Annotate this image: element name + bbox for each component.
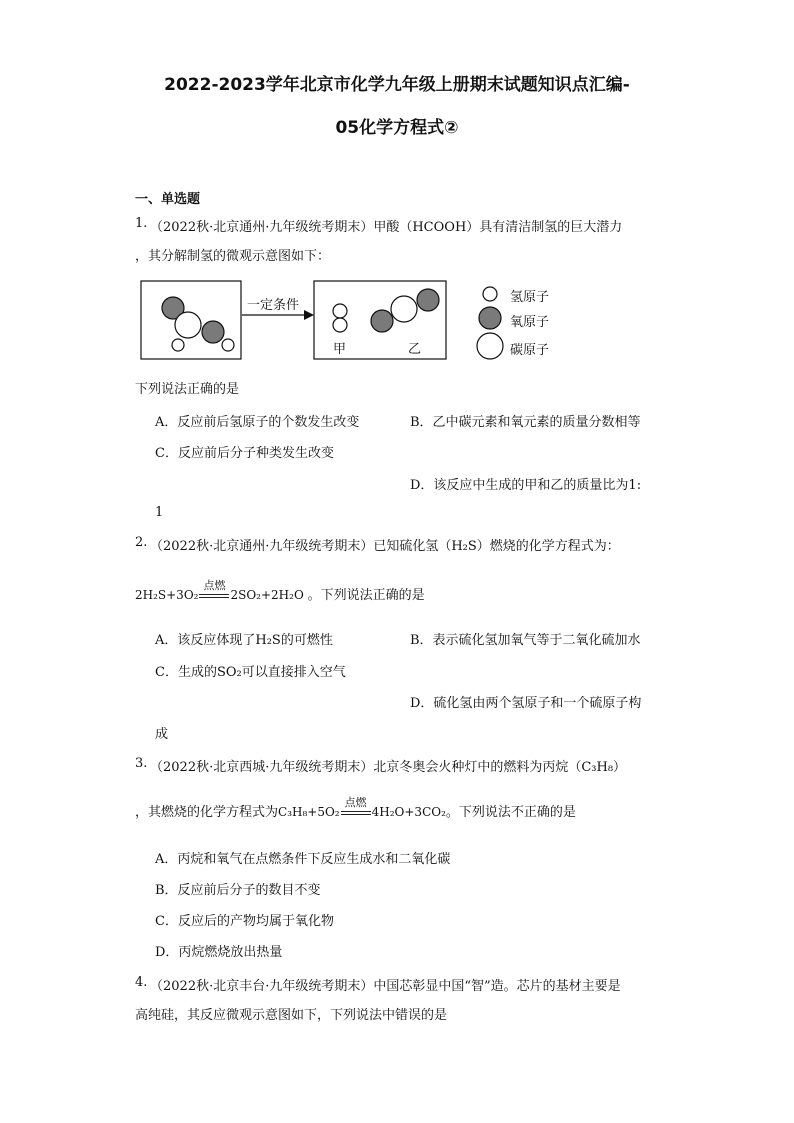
stem-pre: ，其燃烧的化学方程式为	[135, 805, 279, 820]
option-d-cont: 成	[155, 727, 169, 742]
question-stem-cont	[135, 795, 576, 820]
arrow-label: 一定条件	[247, 298, 300, 313]
condition-text: 点燃	[344, 795, 367, 809]
hydrogen-atom	[222, 339, 234, 351]
equation-tail: 。下列说法正确的是	[307, 588, 425, 603]
question-number: 3.	[135, 756, 148, 771]
equation-left: C₃H₈+5O₂	[278, 805, 340, 819]
reaction-condition	[199, 578, 229, 603]
carbon-atom	[175, 312, 201, 338]
oxygen-atom	[371, 310, 393, 332]
option-c[interactable]: C．生成的SO₂可以直接排入空气	[155, 665, 346, 680]
chemical-equation	[135, 578, 425, 603]
option-c[interactable]: C．反应前后分子种类发生改变	[155, 446, 334, 461]
question-number: 4.	[135, 975, 148, 990]
oxygen-atom	[202, 321, 224, 343]
carbon-atom	[391, 296, 417, 322]
page-title-line-1: 2022-2023学年北京市化学九年级上册期末试题知识点汇编-	[164, 75, 630, 95]
label-jia: 甲	[333, 342, 347, 357]
question-number: 1.	[135, 216, 148, 231]
option-b[interactable]: B．表示硫化氢加氧气等于二氧化硫加水	[410, 633, 641, 648]
equation-right: 2SO₂+2H₂O	[230, 588, 304, 602]
option-d[interactable]: D．丙烷燃烧放出热量	[155, 945, 283, 960]
page-title-line-2: 05化学方程式②	[335, 118, 459, 138]
reaction-condition	[341, 795, 371, 820]
label-yi: 乙	[408, 342, 422, 357]
equation-left: 2H₂S+3O₂	[135, 588, 199, 602]
legend-carbon-icon	[477, 333, 503, 359]
question-stem-cont: 高纯硅，其反应微观示意图如下，下列说法中错误的是	[135, 1008, 448, 1023]
question-stem-cont: ，其分解制氢的微观示意图如下：	[135, 249, 331, 264]
question-prompt: 下列说法正确的是	[135, 382, 240, 397]
hydrogen-atom	[172, 339, 184, 351]
question-number: 2.	[135, 535, 148, 550]
legend-carbon-label: 碳原子	[510, 343, 550, 358]
legend-hydrogen-icon	[483, 287, 497, 301]
option-b[interactable]: B．乙中碳元素和氧元素的质量分数相等	[410, 415, 641, 430]
option-c[interactable]: C．反应后的产物均属于氧化物	[155, 914, 334, 929]
hydrogen-atom	[333, 318, 347, 332]
option-a[interactable]: A．反应前后氢原子的个数发生改变	[155, 415, 360, 430]
option-b[interactable]: B．反应前后分子的数目不变	[155, 883, 321, 898]
condition-text: 点燃	[203, 578, 226, 592]
option-a[interactable]: A．该反应体现了H₂S的可燃性	[155, 633, 333, 648]
arrow-head-icon	[304, 310, 314, 320]
legend-oxygen-label: 氧原子	[510, 315, 550, 330]
stem-post: 。下列说法不正确的是	[445, 805, 576, 820]
option-d[interactable]: D．该反应中生成的甲和乙的质量比为1:	[410, 478, 642, 493]
legend-oxygen-icon	[479, 307, 501, 329]
option-d-cont: 1	[155, 505, 164, 520]
option-d[interactable]: D．硫化氢由两个氢原子和一个硫原子构	[410, 696, 642, 711]
option-a[interactable]: A．丙烷和氧气在点燃条件下反应生成水和二氧化碳	[155, 852, 451, 867]
reaction-diagram-svg	[138, 278, 668, 363]
question-stem: （2022秋·北京通州·九年级统考期末）已知硫化氢（H₂S）燃烧的化学方程式为：	[150, 539, 620, 554]
question-stem: （2022秋·北京西城·九年级统考期末）北京冬奥会火种灯中的燃料为丙烷（C₃H₈）	[150, 760, 627, 775]
question-stem: （2022秋·北京通州·九年级统考期末）甲酸（HCOOH）具有清洁制氢的巨大潜力	[150, 220, 623, 235]
hydrogen-atom	[333, 304, 347, 318]
section-heading: 一、单选题	[135, 192, 201, 207]
question-stem: （2022秋·北京丰台·九年级统考期末）中国芯彰显中国“智”造。芯片的基材主要是	[150, 979, 621, 994]
oxygen-atom	[417, 289, 439, 311]
legend-hydrogen-label: 氢原子	[510, 290, 550, 305]
equation-right: 4H₂O+3CO₂	[371, 805, 446, 819]
